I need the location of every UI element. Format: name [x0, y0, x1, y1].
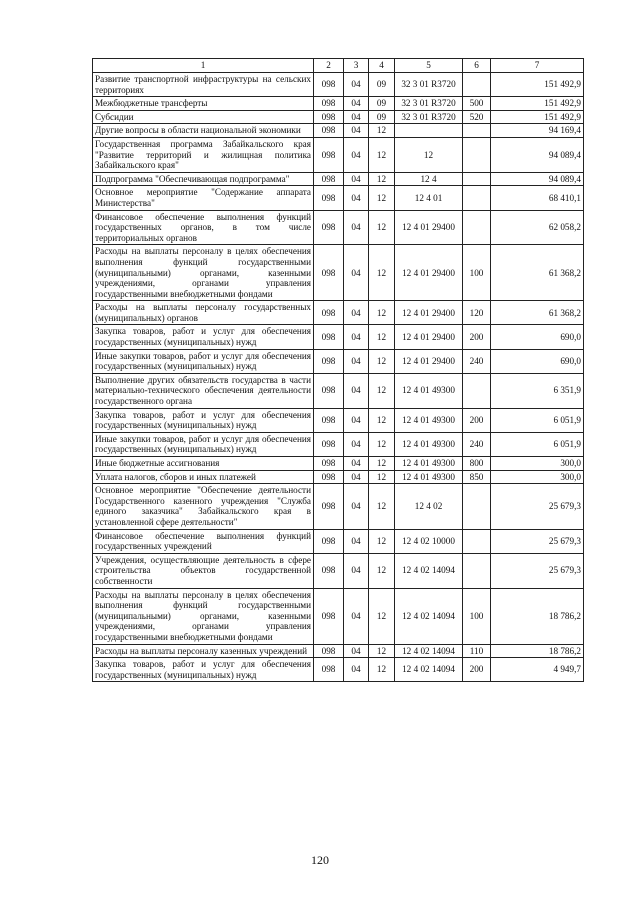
- row-section-cell: 04: [344, 245, 369, 301]
- header-cell: 7: [491, 59, 584, 73]
- row-grbs-cell: 098: [314, 373, 344, 408]
- row-amount-cell: 25 679,3: [491, 484, 584, 529]
- row-subsection-cell: 12: [369, 137, 395, 172]
- row-expense-type-cell: 520: [463, 110, 491, 124]
- row-name-cell: Расходы на выплаты персоналу государственных (муниципальных) органов: [93, 301, 314, 325]
- table-row: [93, 644, 584, 658]
- row-grbs-cell: 098: [314, 588, 344, 644]
- page-number: 120: [311, 853, 329, 867]
- row-target-article-cell: 12 4 02 14094: [395, 658, 463, 682]
- row-amount-cell: 25 679,3: [491, 529, 584, 553]
- row-name-cell: Расходы на выплаты персоналу в целях обеспечения выполнения функций государственными (муниципальными) органами, казенными учреждениями, органами управления государственными внебюджетными фондами: [93, 245, 314, 301]
- row-expense-type-cell: [463, 529, 491, 553]
- row-target-article-cell: 12 4 01 29400: [395, 301, 463, 325]
- row-target-article-cell: 12 4 02 14094: [395, 588, 463, 644]
- table-row: [93, 658, 584, 682]
- row-section-cell: 04: [344, 588, 369, 644]
- row-grbs-cell: 098: [314, 124, 344, 138]
- row-section-cell: 04: [344, 644, 369, 658]
- row-amount-cell: 690,0: [491, 349, 584, 373]
- row-section-cell: 04: [344, 457, 369, 471]
- row-name-cell: Расходы на выплаты персоналу казенных учреждений: [93, 644, 314, 658]
- row-name-cell: Закупка товаров, работ и услуг для обеспечения государственных (муниципальных) нужд: [93, 325, 314, 349]
- row-target-article-cell: 12 4 01: [395, 186, 463, 210]
- table-row: [93, 529, 584, 553]
- row-section-cell: 04: [344, 172, 369, 186]
- row-subsection-cell: 12: [369, 172, 395, 186]
- row-grbs-cell: 098: [314, 110, 344, 124]
- row-amount-cell: 25 679,3: [491, 553, 584, 588]
- row-amount-cell: 300,0: [491, 470, 584, 484]
- row-section-cell: 04: [344, 349, 369, 373]
- row-section-cell: 04: [344, 137, 369, 172]
- row-grbs-cell: 098: [314, 73, 344, 97]
- table-row: [93, 349, 584, 373]
- row-subsection-cell: 12: [369, 658, 395, 682]
- budget-table-container: [92, 58, 583, 682]
- table-row: [93, 110, 584, 124]
- row-name-cell: Финансовое обеспечение выполнения функций государственных учреждений: [93, 529, 314, 553]
- budget-table: [92, 58, 584, 682]
- row-expense-type-cell: [463, 553, 491, 588]
- row-grbs-cell: 098: [314, 137, 344, 172]
- table-row: [93, 470, 584, 484]
- row-amount-cell: 68 410,1: [491, 186, 584, 210]
- table-header: [93, 59, 584, 73]
- row-expense-type-cell: 100: [463, 245, 491, 301]
- row-expense-type-cell: 200: [463, 658, 491, 682]
- row-target-article-cell: 32 3 01 R3720: [395, 97, 463, 111]
- table-body: [93, 73, 584, 682]
- row-subsection-cell: 12: [369, 210, 395, 245]
- row-amount-cell: 18 786,2: [491, 588, 584, 644]
- row-name-cell: Субсидии: [93, 110, 314, 124]
- row-expense-type-cell: [463, 124, 491, 138]
- row-section-cell: 04: [344, 325, 369, 349]
- header-cell: 4: [369, 59, 395, 73]
- row-name-cell: Основное мероприятие "Обеспечение деятельности Государственного казенного учреждения "Служба единого заказчика" Забайкальского края в установленной сфере деятельности": [93, 484, 314, 529]
- row-amount-cell: 18 786,2: [491, 644, 584, 658]
- row-subsection-cell: 09: [369, 110, 395, 124]
- row-name-cell: Иные бюджетные ассигнования: [93, 457, 314, 471]
- row-grbs-cell: 098: [314, 658, 344, 682]
- row-target-article-cell: 32 3 01 R3720: [395, 110, 463, 124]
- row-target-article-cell: 12 4 01 49300: [395, 457, 463, 471]
- row-name-cell: Учреждения, осуществляющие деятельность в сфере строительства объектов государственной собственности: [93, 553, 314, 588]
- table-row: [93, 245, 584, 301]
- row-section-cell: 04: [344, 373, 369, 408]
- row-grbs-cell: 098: [314, 470, 344, 484]
- row-grbs-cell: 098: [314, 644, 344, 658]
- row-section-cell: 04: [344, 186, 369, 210]
- row-expense-type-cell: [463, 137, 491, 172]
- row-amount-cell: 6 051,9: [491, 408, 584, 432]
- row-expense-type-cell: [463, 73, 491, 97]
- row-name-cell: Закупка товаров, работ и услуг для обеспечения государственных (муниципальных) нужд: [93, 408, 314, 432]
- row-section-cell: 04: [344, 301, 369, 325]
- row-grbs-cell: 098: [314, 210, 344, 245]
- row-grbs-cell: 098: [314, 172, 344, 186]
- row-subsection-cell: 09: [369, 97, 395, 111]
- row-subsection-cell: 12: [369, 245, 395, 301]
- row-target-article-cell: 12: [395, 137, 463, 172]
- row-expense-type-cell: [463, 210, 491, 245]
- row-subsection-cell: 12: [369, 529, 395, 553]
- table-row: [93, 408, 584, 432]
- row-name-cell: Иные закупки товаров, работ и услуг для обеспечения государственных (муниципальных) нужд: [93, 432, 314, 456]
- row-subsection-cell: 12: [369, 373, 395, 408]
- row-section-cell: 04: [344, 484, 369, 529]
- row-grbs-cell: 098: [314, 186, 344, 210]
- row-target-article-cell: 12 4 01 49300: [395, 470, 463, 484]
- table-row: [93, 432, 584, 456]
- row-amount-cell: 61 368,2: [491, 245, 584, 301]
- row-name-cell: Расходы на выплаты персоналу в целях обеспечения выполнения функций государственными (муниципальными) органами, казенными учреждениями, органами управления государственными внебюджетными фондами: [93, 588, 314, 644]
- row-amount-cell: 62 058,2: [491, 210, 584, 245]
- row-name-cell: Уплата налогов, сборов и иных платежей: [93, 470, 314, 484]
- row-subsection-cell: 12: [369, 124, 395, 138]
- row-subsection-cell: 12: [369, 644, 395, 658]
- row-expense-type-cell: 200: [463, 408, 491, 432]
- row-target-article-cell: 12 4 02 14094: [395, 553, 463, 588]
- header-cell: 3: [344, 59, 369, 73]
- row-section-cell: 04: [344, 210, 369, 245]
- row-name-cell: Финансовое обеспечение выполнения функций государственных органов, в том числе территориальных органов: [93, 210, 314, 245]
- row-section-cell: 04: [344, 408, 369, 432]
- row-section-cell: 04: [344, 470, 369, 484]
- row-target-article-cell: 12 4 02: [395, 484, 463, 529]
- row-expense-type-cell: 500: [463, 97, 491, 111]
- row-section-cell: 04: [344, 529, 369, 553]
- row-expense-type-cell: 240: [463, 432, 491, 456]
- row-name-cell: Государственная программа Забайкальского края "Развитие территорий и жилищная политика Забайкальского края": [93, 137, 314, 172]
- row-section-cell: 04: [344, 97, 369, 111]
- row-amount-cell: 61 368,2: [491, 301, 584, 325]
- row-target-article-cell: 12 4: [395, 172, 463, 186]
- row-grbs-cell: 098: [314, 432, 344, 456]
- table-row: [93, 73, 584, 97]
- row-expense-type-cell: 110: [463, 644, 491, 658]
- row-target-article-cell: [395, 124, 463, 138]
- header-cell: 2: [314, 59, 344, 73]
- row-target-article-cell: 12 4 01 49300: [395, 408, 463, 432]
- row-expense-type-cell: [463, 484, 491, 529]
- row-amount-cell: 6 351,9: [491, 373, 584, 408]
- row-amount-cell: 94 089,4: [491, 137, 584, 172]
- row-amount-cell: 151 492,9: [491, 73, 584, 97]
- row-subsection-cell: 12: [369, 301, 395, 325]
- table-row: [93, 553, 584, 588]
- row-section-cell: 04: [344, 124, 369, 138]
- row-grbs-cell: 098: [314, 529, 344, 553]
- row-expense-type-cell: 200: [463, 325, 491, 349]
- row-amount-cell: 151 492,9: [491, 110, 584, 124]
- row-section-cell: 04: [344, 432, 369, 456]
- row-subsection-cell: 12: [369, 349, 395, 373]
- row-amount-cell: 94 169,4: [491, 124, 584, 138]
- row-expense-type-cell: 240: [463, 349, 491, 373]
- row-expense-type-cell: 850: [463, 470, 491, 484]
- row-name-cell: Развитие транспортной инфраструктуры на сельских территориях: [93, 73, 314, 97]
- row-target-article-cell: 12 4 01 29400: [395, 349, 463, 373]
- table-row: [93, 97, 584, 111]
- table-row: [93, 373, 584, 408]
- row-subsection-cell: 12: [369, 432, 395, 456]
- row-subsection-cell: 12: [369, 186, 395, 210]
- row-amount-cell: 4 949,7: [491, 658, 584, 682]
- table-row: [93, 172, 584, 186]
- row-subsection-cell: 12: [369, 553, 395, 588]
- row-subsection-cell: 12: [369, 408, 395, 432]
- table-row: [93, 325, 584, 349]
- table-row: [93, 484, 584, 529]
- row-target-article-cell: 12 4 01 49300: [395, 373, 463, 408]
- row-name-cell: Выполнение других обязательств государства в части материально-технического обеспечения деятельности государственного органа: [93, 373, 314, 408]
- row-section-cell: 04: [344, 658, 369, 682]
- row-grbs-cell: 098: [314, 457, 344, 471]
- table-row: [93, 210, 584, 245]
- table-row: [93, 137, 584, 172]
- row-grbs-cell: 098: [314, 408, 344, 432]
- row-subsection-cell: 09: [369, 73, 395, 97]
- header-cell: 5: [395, 59, 463, 73]
- row-expense-type-cell: 800: [463, 457, 491, 471]
- row-section-cell: 04: [344, 553, 369, 588]
- row-subsection-cell: 12: [369, 457, 395, 471]
- row-target-article-cell: 32 3 01 R3720: [395, 73, 463, 97]
- row-amount-cell: 94 089,4: [491, 172, 584, 186]
- row-name-cell: Основное мероприятие "Содержание аппарата Министерства": [93, 186, 314, 210]
- row-target-article-cell: 12 4 02 14094: [395, 644, 463, 658]
- row-grbs-cell: 098: [314, 97, 344, 111]
- row-grbs-cell: 098: [314, 325, 344, 349]
- table-row: [93, 186, 584, 210]
- row-grbs-cell: 098: [314, 553, 344, 588]
- header-cell: 6: [463, 59, 491, 73]
- row-subsection-cell: 12: [369, 325, 395, 349]
- row-amount-cell: 6 051,9: [491, 432, 584, 456]
- row-grbs-cell: 098: [314, 484, 344, 529]
- row-name-cell: Межбюджетные трансферты: [93, 97, 314, 111]
- row-target-article-cell: 12 4 02 10000: [395, 529, 463, 553]
- row-name-cell: Другие вопросы в области национальной экономики: [93, 124, 314, 138]
- header-cell: 1: [93, 59, 314, 73]
- row-target-article-cell: 12 4 01 29400: [395, 210, 463, 245]
- row-subsection-cell: 12: [369, 470, 395, 484]
- row-expense-type-cell: 120: [463, 301, 491, 325]
- table-row: [93, 588, 584, 644]
- row-expense-type-cell: 100: [463, 588, 491, 644]
- row-section-cell: 04: [344, 73, 369, 97]
- row-target-article-cell: 12 4 01 29400: [395, 245, 463, 301]
- row-amount-cell: 690,0: [491, 325, 584, 349]
- row-name-cell: Иные закупки товаров, работ и услуг для обеспечения государственных (муниципальных) нужд: [93, 349, 314, 373]
- table-row: [93, 124, 584, 138]
- table-row: [93, 457, 584, 471]
- row-grbs-cell: 098: [314, 349, 344, 373]
- row-amount-cell: 151 492,9: [491, 97, 584, 111]
- row-grbs-cell: 098: [314, 245, 344, 301]
- row-target-article-cell: 12 4 01 29400: [395, 325, 463, 349]
- row-name-cell: Закупка товаров, работ и услуг для обеспечения государственных (муниципальных) нужд: [93, 658, 314, 682]
- row-expense-type-cell: [463, 172, 491, 186]
- row-expense-type-cell: [463, 186, 491, 210]
- row-amount-cell: 300,0: [491, 457, 584, 471]
- row-target-article-cell: 12 4 01 49300: [395, 432, 463, 456]
- row-expense-type-cell: [463, 373, 491, 408]
- row-section-cell: 04: [344, 110, 369, 124]
- row-grbs-cell: 098: [314, 301, 344, 325]
- row-subsection-cell: 12: [369, 588, 395, 644]
- row-subsection-cell: 12: [369, 484, 395, 529]
- table-row: [93, 301, 584, 325]
- row-name-cell: Подпрограмма "Обеспечивающая подпрограмма": [93, 172, 314, 186]
